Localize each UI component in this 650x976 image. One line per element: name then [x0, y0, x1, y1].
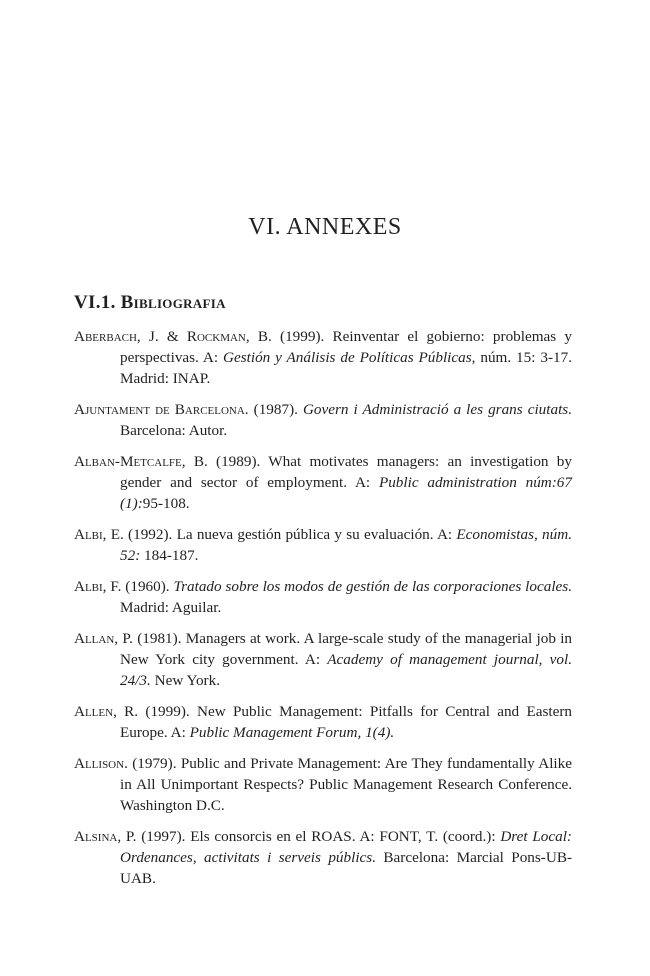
entry-author: Aberbach, J. & Rockman, B. — [74, 328, 272, 345]
bibliography-list — [74, 326, 572, 899]
entry-text-end: , núm. 15: 3-17. Madrid: INAP. — [120, 349, 572, 387]
entry-text-end: 184-187. — [140, 547, 199, 564]
entry-italic-title: Economistas, núm. 52: — [120, 526, 573, 564]
entry-author: Allen, R. — [74, 703, 139, 720]
entry-text: (1992). La nueva gestión pública y su evaluación. A: — [123, 526, 457, 543]
entry-text: (1979). Public and Private Management: Are They fundamentally Alike in All Unimportant Respects? Public Management Research Conference. Washington D.C. — [120, 755, 572, 814]
entry-text-end: Barcelona: Autor. — [120, 422, 228, 439]
entry-italic-title: Dret Local: Ordenances, activitats i serveis públics. — [120, 828, 572, 866]
entry-author: Albi, E. — [74, 526, 124, 543]
bibliography-entry — [74, 399, 572, 441]
entry-text-end: 95-108. — [142, 495, 190, 512]
entry-italic-title: Gestión y Análisis de Políticas Públicas — [223, 349, 472, 366]
entry-text-end: New York. — [150, 672, 221, 689]
entry-text: (1981). Managers at work. A large-scale study of the managerial job in New York city government. A: — [120, 630, 573, 668]
entry-text: (1960). — [121, 578, 174, 595]
entry-italic-title: Govern i Administració a les grans ciutats. — [302, 401, 572, 418]
entry-italic-title: Public administration núm:67 (1): — [120, 474, 572, 512]
entry-text: (1989). What motivates managers: an investigation by gender and sector of employment. A: — [120, 453, 572, 491]
entry-text: (1997). Els consorcis en el ROAS. A: FONT, T. (coord.): — [136, 828, 501, 845]
entry-text: (1999). Reinventar el gobierno: problemas y perspectivas. A: — [120, 328, 572, 366]
chapter-title: VI. ANNEXES — [248, 214, 402, 240]
bibliography-entry — [74, 826, 572, 889]
bibliography-entry — [74, 753, 572, 816]
entry-author: Allison. — [74, 755, 128, 772]
bibliography-entry — [74, 701, 572, 743]
entry-author: Ajuntament de Barcelona. — [74, 401, 249, 418]
entry-italic-title: Tratado sobre los modos de gestión de las corporaciones locales. — [173, 578, 572, 595]
bibliography-entry — [74, 524, 572, 566]
bibliography-entry — [74, 628, 572, 691]
entry-text-end: Madrid: Aguilar. — [120, 599, 222, 616]
entry-italic-title: Public Management Forum, 1(4). — [189, 724, 395, 741]
bibliography-entry — [74, 451, 572, 514]
entry-text: (1987). — [248, 401, 303, 418]
section-title: VI.1. Bibliografia — [74, 292, 226, 313]
bibliography-entry — [74, 326, 572, 389]
entry-author: Allan, P. — [74, 630, 133, 647]
entry-author: Alsina, P. — [74, 828, 137, 845]
entry-text: (1999). New Public Management: Pitfalls for Central and Eastern Europe. A: — [120, 703, 572, 741]
entry-italic-title: Academy of management journal, vol. 24/3. — [120, 651, 573, 689]
entry-author: Albi, F. — [74, 578, 122, 595]
entry-author: Alban-Metcalfe, B. — [74, 453, 208, 470]
bibliography-entry — [74, 576, 572, 618]
entry-text-end: Barcelona: Marcial Pons-UB-UAB. — [120, 849, 573, 887]
